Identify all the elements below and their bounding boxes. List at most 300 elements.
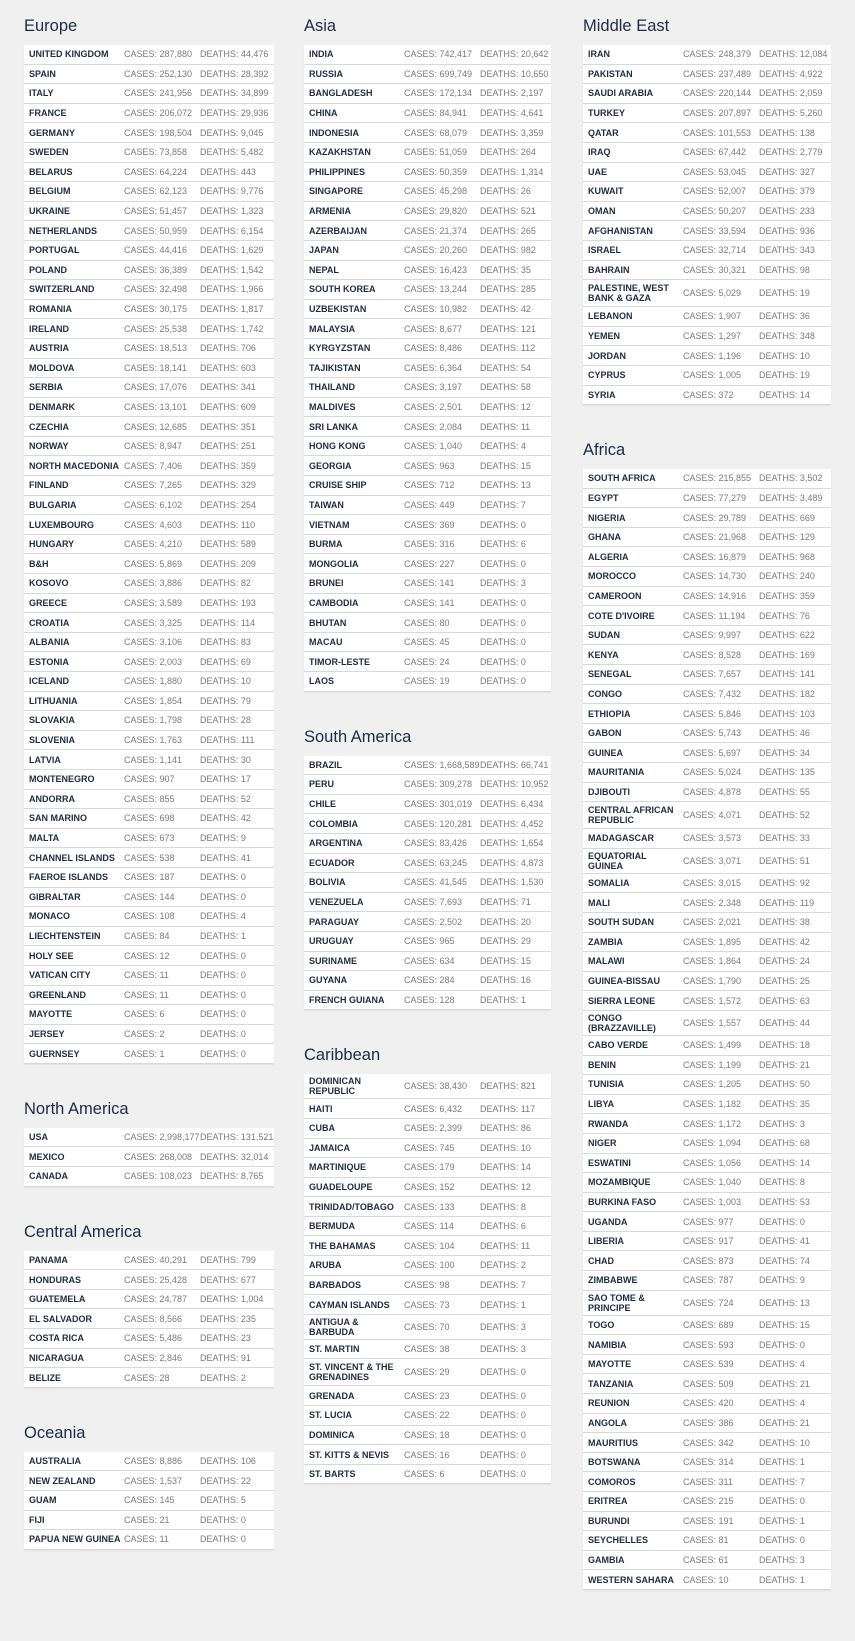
deaths-value: DEATHS: 968 (759, 551, 815, 562)
country-table (24, 1452, 274, 1550)
cases-value: CASES: 4,071 (683, 810, 742, 821)
cases-value: CASES: 22 (404, 1410, 450, 1421)
table-row (24, 1290, 274, 1310)
table-row (24, 202, 274, 222)
country-name: SLOVAKIA (29, 715, 75, 726)
region-asia (304, 0, 551, 692)
deaths-value: DEATHS: 0 (200, 970, 246, 981)
region-title: North America (24, 1099, 129, 1118)
country-name: EL SALVADOR (29, 1313, 93, 1324)
table-row (304, 672, 551, 692)
table-row (304, 795, 551, 815)
cases-value: CASES: 8,486 (404, 343, 463, 354)
cases-value: CASES: 1,895 (683, 936, 742, 947)
cases-value: CASES: 29,789 (683, 512, 747, 523)
cases-value: CASES: 84 (124, 931, 170, 942)
country-name: MOROCCO (588, 571, 636, 582)
cases-value: CASES: 8,677 (404, 323, 463, 334)
country-name: ST. MARTIN (309, 1344, 360, 1355)
cases-value: CASES: 62,123 (124, 186, 188, 197)
table-row (583, 508, 831, 528)
country-name: AUSTRIA (29, 343, 69, 354)
cases-value: CASES: 38,430 (404, 1081, 468, 1092)
deaths-value: DEATHS: 341 (200, 382, 256, 393)
cases-value: CASES: 45 (404, 637, 450, 648)
deaths-value: DEATHS: 1 (480, 995, 526, 1006)
table-row (304, 971, 551, 991)
deaths-value: DEATHS: 10,650 (480, 68, 549, 79)
region-title: Central America (24, 1222, 142, 1241)
country-name: CHILE (309, 799, 336, 810)
deaths-value: DEATHS: 119 (759, 897, 815, 908)
country-name: SEYCHELLES (588, 1535, 649, 1546)
cases-value: CASES: 5,743 (683, 728, 742, 739)
table-row (304, 398, 551, 418)
cases-value: CASES: 18,141 (124, 362, 188, 373)
deaths-value: DEATHS: 2 (200, 1372, 246, 1383)
country-name: OMAN (588, 206, 616, 217)
country-name: PORTUGAL (29, 245, 80, 256)
deaths-value: DEATHS: 6,434 (480, 799, 544, 810)
table-row (583, 893, 831, 913)
table-row (583, 1512, 831, 1532)
table-row (304, 1099, 551, 1119)
country-name: TAJIKISTAN (309, 362, 361, 373)
country-name: GUADELOUPE (309, 1181, 373, 1192)
country-name: ZAMBIA (588, 936, 623, 947)
table-row (24, 535, 274, 555)
cases-value: CASES: 198,504 (124, 127, 193, 138)
cases-value: CASES: 8,528 (683, 649, 742, 660)
deaths-value: DEATHS: 4 (480, 441, 526, 452)
country-name: IRELAND (29, 323, 69, 334)
deaths-value: DEATHS: 28 (200, 715, 251, 726)
cases-value: CASES: 4,603 (124, 519, 183, 530)
region-title: Asia (304, 17, 337, 35)
deaths-value: DEATHS: 0 (200, 1514, 246, 1525)
cases-value: CASES: 2 (124, 1028, 165, 1039)
cases-value: CASES: 593 (683, 1339, 734, 1350)
country-name: LITHUANIA (29, 695, 78, 706)
cases-value: CASES: 745 (404, 1142, 455, 1153)
deaths-value: DEATHS: 10 (200, 676, 251, 687)
country-name: ARGENTINA (309, 838, 363, 849)
cases-value: CASES: 3,106 (124, 637, 183, 648)
cases-value: CASES: 9,997 (683, 630, 742, 641)
table-row (24, 104, 274, 124)
table-row (583, 386, 831, 406)
region-north-america (24, 1088, 274, 1187)
country-name: UKRAINE (29, 206, 71, 217)
table-row (583, 626, 831, 646)
deaths-value: DEATHS: 2,779 (759, 147, 823, 158)
deaths-value: DEATHS: 66,741 (480, 759, 549, 770)
deaths-value: DEATHS: 20 (480, 916, 531, 927)
cases-value: CASES: 179 (404, 1162, 455, 1173)
cases-value: CASES: 28 (124, 1372, 170, 1383)
country-name: AFGHANISTAN (588, 225, 653, 236)
country-name: GUAM (29, 1495, 57, 1506)
table-row (583, 743, 831, 763)
region-south-america (304, 716, 551, 1011)
cases-value: CASES: 21,968 (683, 532, 747, 543)
country-name: GUERNSEY (29, 1048, 80, 1059)
table-row (24, 437, 274, 457)
table-row (304, 613, 551, 633)
deaths-value: DEATHS: 5,482 (200, 147, 264, 158)
table-row (583, 1095, 831, 1115)
table-row (24, 378, 274, 398)
country-name: UAE (588, 166, 608, 177)
deaths-value: DEATHS: 14 (759, 389, 810, 400)
table-row (583, 991, 831, 1011)
country-name: VIETNAM (309, 519, 350, 530)
cases-value: CASES: 104 (404, 1240, 455, 1251)
table-row (304, 515, 551, 535)
country-name: FRENCH GUIANA (309, 995, 385, 1006)
cases-value: CASES: 4,210 (124, 539, 183, 550)
deaths-value: DEATHS: 0 (480, 558, 526, 569)
region-africa (583, 429, 831, 1590)
table-row (304, 280, 551, 300)
country-name: BRUNEI (309, 578, 344, 589)
table-row (583, 1271, 831, 1291)
table-row (583, 1011, 831, 1036)
deaths-value: DEATHS: 1,314 (480, 166, 544, 177)
cases-value: CASES: 449 (404, 499, 455, 510)
table-row (24, 1167, 274, 1187)
table-row (24, 1044, 274, 1064)
deaths-value: DEATHS: 15 (480, 460, 531, 471)
deaths-value: DEATHS: 30 (200, 754, 251, 765)
deaths-value: DEATHS: 19 (759, 288, 810, 299)
country-name: CONGO (BRAZZAVILLE) (588, 1012, 656, 1033)
table-row (24, 261, 274, 281)
cases-value: CASES: 2,501 (404, 401, 463, 412)
deaths-value: DEATHS: 936 (759, 225, 815, 236)
country-name: JORDAN (588, 350, 627, 361)
country-name: CUBA (309, 1123, 335, 1134)
deaths-value: DEATHS: 41 (200, 852, 251, 863)
country-name: ECUADOR (309, 857, 355, 868)
deaths-value: DEATHS: 111 (200, 735, 255, 746)
country-name: RWANDA (588, 1118, 629, 1129)
cases-value: CASES: 83,426 (404, 838, 468, 849)
country-name: GHANA (588, 532, 621, 543)
cases-value: CASES: 50,959 (124, 225, 188, 236)
country-name: INDONESIA (309, 127, 360, 138)
cases-value: CASES: 1,907 (683, 311, 742, 322)
deaths-value: DEATHS: 4,873 (480, 857, 544, 868)
country-table (24, 45, 274, 1064)
deaths-value: DEATHS: 11 (480, 1240, 531, 1251)
country-name: BELARUS (29, 166, 73, 177)
country-name: GABON (588, 728, 622, 739)
country-name: LEBANON (588, 311, 633, 322)
cases-value: CASES: 84,941 (404, 108, 468, 119)
table-row (304, 84, 551, 104)
cases-value: CASES: 1,763 (124, 735, 183, 746)
deaths-value: DEATHS: 117 (480, 1103, 536, 1114)
country-name: PERU (309, 779, 335, 790)
table-row (583, 1291, 831, 1316)
deaths-value: DEATHS: 677 (200, 1274, 256, 1285)
table-row (583, 1570, 831, 1590)
cases-value: CASES: 5,024 (683, 767, 742, 778)
country-name: KENYA (588, 649, 619, 660)
cases-value: CASES: 33,594 (683, 225, 747, 236)
country-name: ALBANIA (29, 637, 70, 648)
table-row (583, 1335, 831, 1355)
cases-value: CASES: 7,406 (124, 460, 183, 471)
cases-value: CASES: 145 (124, 1495, 175, 1506)
country-table (304, 1074, 551, 1484)
deaths-value: DEATHS: 10 (759, 350, 810, 361)
deaths-value: DEATHS: 22 (200, 1475, 251, 1486)
deaths-value: DEATHS: 1,742 (200, 323, 264, 334)
deaths-value: DEATHS: 0 (200, 872, 246, 883)
deaths-value: DEATHS: 74 (759, 1255, 810, 1266)
country-name: SINGAPORE (309, 186, 364, 197)
deaths-value: DEATHS: 15 (759, 1319, 810, 1330)
cases-value: CASES: 17,076 (124, 382, 188, 393)
deaths-value: DEATHS: 4,452 (480, 818, 544, 829)
cases-value: CASES: 30,321 (683, 264, 747, 275)
country-name: HOLY SEE (29, 950, 74, 961)
deaths-value: DEATHS: 0 (480, 617, 526, 628)
cases-value: CASES: 2,998,177 (124, 1132, 200, 1143)
table-row (304, 574, 551, 594)
table-row (304, 359, 551, 379)
deaths-value: DEATHS: 669 (759, 512, 815, 523)
cases-value: CASES: 207,897 (683, 108, 752, 119)
table-row (583, 143, 831, 163)
table-row (304, 339, 551, 359)
table-row (583, 469, 831, 489)
country-name: HUNGARY (29, 539, 75, 550)
deaths-value: DEATHS: 327 (759, 166, 815, 177)
country-table (304, 45, 551, 692)
table-row (24, 672, 274, 692)
deaths-value: DEATHS: 1 (200, 931, 246, 942)
table-row (583, 685, 831, 705)
country-name: NORTH MACEDONIA (29, 460, 119, 471)
cases-value: CASES: 4,878 (683, 786, 742, 797)
deaths-value: DEATHS: 17 (200, 774, 251, 785)
table-row (24, 966, 274, 986)
cases-value: CASES: 673 (124, 833, 175, 844)
cases-value: CASES: 724 (683, 1297, 734, 1308)
table-row (304, 261, 551, 281)
cases-value: CASES: 1,182 (683, 1099, 742, 1110)
table-row (24, 476, 274, 496)
table-row (583, 802, 831, 829)
cases-value: CASES: 220,144 (683, 88, 752, 99)
cases-value: CASES: 1,557 (683, 1017, 742, 1028)
cases-value: CASES: 38 (404, 1344, 450, 1355)
table-row (583, 952, 831, 972)
deaths-value: DEATHS: 209 (200, 558, 256, 569)
deaths-value: DEATHS: 348 (759, 331, 815, 342)
deaths-value: DEATHS: 6 (480, 1221, 526, 1232)
table-row (304, 1119, 551, 1139)
table-row (583, 84, 831, 104)
deaths-value: DEATHS: 622 (759, 630, 815, 641)
table-row (304, 241, 551, 261)
country-name: GREENLAND (29, 989, 87, 1000)
cases-value: CASES: 7,432 (683, 688, 742, 699)
table-row (24, 182, 274, 202)
cases-value: CASES: 1,537 (124, 1475, 183, 1486)
country-name: SOUTH SUDAN (588, 917, 655, 928)
country-name: BULGARIA (29, 499, 77, 510)
table-row (583, 1453, 831, 1473)
cases-value: CASES: 16,879 (683, 551, 747, 562)
cases-value: CASES: 18,513 (124, 343, 188, 354)
cases-value: CASES: 1,040 (683, 1177, 742, 1188)
country-name: MOLDOVA (29, 362, 75, 373)
deaths-value: DEATHS: 63 (759, 995, 810, 1006)
cases-value: CASES: 70 (404, 1321, 450, 1332)
deaths-value: DEATHS: 0 (480, 656, 526, 667)
cases-value: CASES: 252,130 (124, 68, 193, 79)
cases-value: CASES: 1 (124, 1048, 165, 1059)
country-name: INDIA (309, 49, 334, 60)
table-row (24, 515, 274, 535)
cases-value: CASES: 8,886 (124, 1456, 183, 1467)
deaths-value: DEATHS: 7 (480, 1279, 526, 1290)
deaths-value: DEATHS: 0 (480, 519, 526, 530)
country-name: MADAGASCAR (588, 833, 654, 844)
cases-value: CASES: 53,045 (683, 166, 747, 177)
deaths-value: DEATHS: 71 (480, 897, 531, 908)
table-row (583, 1433, 831, 1453)
cases-value: CASES: 50,207 (683, 206, 747, 217)
table-row (304, 1359, 551, 1386)
country-name: TOGO (588, 1319, 615, 1330)
cases-value: CASES: 63,245 (404, 857, 468, 868)
table-row (24, 554, 274, 574)
country-name: BELIZE (29, 1372, 62, 1383)
country-name: MACAU (309, 637, 343, 648)
cases-value: CASES: 2,003 (124, 656, 183, 667)
cases-value: CASES: 14,916 (683, 590, 747, 601)
table-row (24, 417, 274, 437)
deaths-value: DEATHS: 21 (759, 1417, 810, 1428)
country-name: MAURITIUS (588, 1437, 638, 1448)
deaths-value: DEATHS: 264 (480, 147, 536, 158)
deaths-value: DEATHS: 92 (759, 878, 810, 889)
country-name: BARBADOS (309, 1279, 362, 1290)
country-name: ITALY (29, 88, 54, 99)
deaths-value: DEATHS: 12,084 (759, 49, 828, 60)
country-name: GUYANA (309, 975, 348, 986)
table-row (24, 1128, 274, 1148)
deaths-value: DEATHS: 3 (480, 578, 526, 589)
deaths-value: DEATHS: 0 (480, 637, 526, 648)
table-row (24, 1530, 274, 1550)
country-name: UZBEKISTAN (309, 304, 367, 315)
cases-value: CASES: 309,278 (404, 779, 473, 790)
deaths-value: DEATHS: 15 (480, 955, 531, 966)
country-name: GUINEA-BISSAU (588, 976, 661, 987)
table-row (24, 731, 274, 751)
table-row (583, 528, 831, 548)
country-name: IRAQ (588, 147, 611, 158)
cases-value: CASES: 10 (683, 1574, 729, 1585)
cases-value: CASES: 1,005 (683, 370, 742, 381)
deaths-value: DEATHS: 0 (480, 1449, 526, 1460)
cases-value: CASES: 11 (124, 970, 169, 981)
cases-value: CASES: 7,693 (404, 897, 463, 908)
table-row (24, 496, 274, 516)
country-name: ST. VINCENT & THE GRENADINES (309, 1362, 394, 1383)
table-row (24, 300, 274, 320)
country-name: POLAND (29, 264, 67, 275)
country-name: CZECHIA (29, 421, 69, 432)
country-name: MALI (588, 897, 610, 908)
table-row (583, 1193, 831, 1213)
deaths-value: DEATHS: 8 (480, 1201, 526, 1212)
cases-value: CASES: 30,175 (124, 304, 188, 315)
table-row (583, 65, 831, 85)
table-row (304, 1178, 551, 1198)
country-name: JAMAICA (309, 1142, 351, 1153)
country-name: FRANCE (29, 108, 67, 119)
deaths-value: DEATHS: 169 (759, 649, 815, 660)
deaths-value: DEATHS: 4,641 (480, 108, 544, 119)
table-row (583, 1316, 831, 1336)
table-row (583, 1251, 831, 1271)
country-name: SWEDEN (29, 147, 69, 158)
deaths-value: DEATHS: 76 (759, 610, 810, 621)
table-row (24, 927, 274, 947)
cases-value: CASES: 206,072 (124, 108, 193, 119)
country-name: TRINIDAD/TOBAGO (309, 1201, 394, 1212)
cases-value: CASES: 11 (124, 989, 169, 1000)
deaths-value: DEATHS: 4 (759, 1359, 805, 1370)
table-row (304, 378, 551, 398)
table-row (24, 907, 274, 927)
deaths-value: DEATHS: 10 (480, 1142, 531, 1153)
table-row (304, 1386, 551, 1406)
country-name: PARAGUAY (309, 916, 360, 927)
table-row (583, 913, 831, 933)
cases-value: CASES: 539 (683, 1359, 734, 1370)
deaths-value: DEATHS: 29 (480, 936, 531, 947)
cases-value: CASES: 25,538 (124, 323, 188, 334)
cases-value: CASES: 187 (124, 872, 175, 883)
cases-value: CASES: 108 (124, 911, 175, 922)
table-row (583, 202, 831, 222)
table-row (583, 1173, 831, 1193)
country-name: SYRIA (588, 389, 616, 400)
country-name: PAPUA NEW GUINEA (29, 1534, 121, 1545)
cases-value: CASES: 11 (124, 1534, 169, 1545)
deaths-value: DEATHS: 16 (480, 975, 531, 986)
cases-value: CASES: 80 (404, 617, 450, 628)
deaths-value: DEATHS: 265 (480, 225, 536, 236)
table-row (583, 665, 831, 685)
deaths-value: DEATHS: 53 (759, 1196, 810, 1207)
country-name: BERMUDA (309, 1221, 355, 1232)
country-name: VATICAN CITY (29, 970, 91, 981)
deaths-value: DEATHS: 3,502 (759, 473, 823, 484)
country-name: MAYOTTE (588, 1359, 632, 1370)
country-name: ST. BARTS (309, 1469, 356, 1480)
deaths-value: DEATHS: 1,629 (200, 245, 264, 256)
cases-value: CASES: 191 (683, 1515, 734, 1526)
